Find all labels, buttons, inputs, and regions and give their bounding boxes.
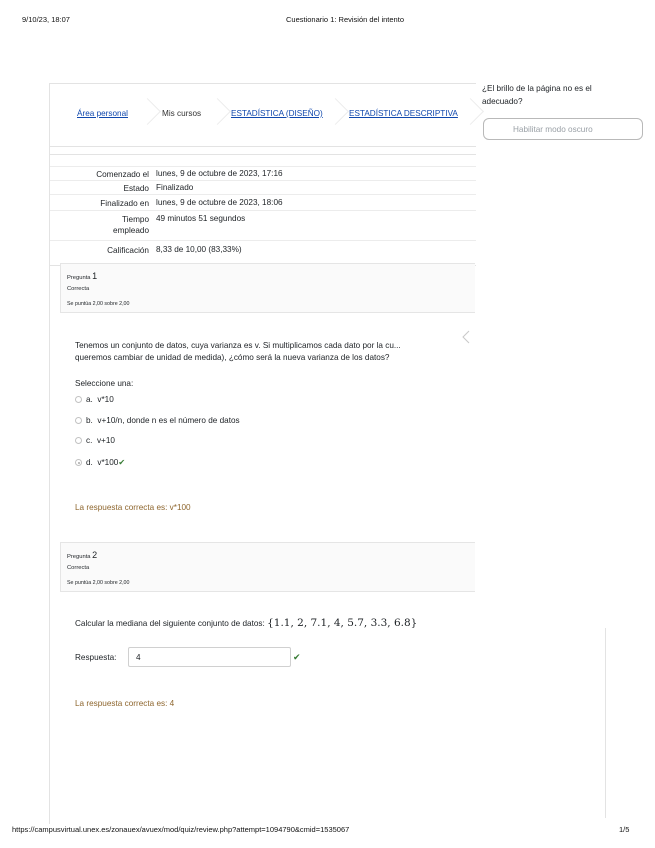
frame-divider	[605, 628, 606, 818]
print-footer-url: https://campusvirtual.unex.es/zonauex/avuex/mod/quiz/review.php?attempt=1094790&cmid=1535067	[12, 825, 350, 834]
breadcrumb-separator	[208, 96, 222, 134]
answer-option-b[interactable]: b. v+10/n, donde n es el número de datos	[75, 416, 240, 425]
summary-value: 49 minutos 51 segundos	[156, 214, 246, 223]
summary-row	[50, 240, 476, 259]
summary-label: Estado	[123, 184, 149, 193]
print-title: Cuestionario 1: Revisión del intento	[286, 15, 404, 24]
print-page-number: 1/5	[619, 825, 630, 834]
summary-row	[50, 180, 476, 195]
question-number: Pregunta 1	[67, 271, 98, 281]
question-info-2	[60, 542, 475, 592]
summary-label: Tiempo empleado	[113, 215, 149, 235]
enable-dark-mode-button[interactable]: Habilitar modo oscuro	[483, 118, 643, 140]
question-text-line: Tenemos un conjunto de datos, cuya varianza es v. Si multiplicamos cada dato por la cu...	[75, 341, 401, 350]
radio-button[interactable]	[75, 396, 82, 403]
correct-answer-feedback: La respuesta correcta es: v*100	[75, 503, 191, 512]
summary-value: Finalizado	[156, 183, 194, 192]
breadcrumb-item-estadistica-descriptiva[interactable]: ESTADÍSTICA DESCRIPTIVA	[349, 109, 458, 118]
summary-row	[50, 210, 476, 241]
answer-prompt: Seleccione una:	[75, 379, 134, 388]
breadcrumb-item-estadistica-diseno[interactable]: ESTADÍSTICA (DISEÑO)	[231, 109, 323, 118]
print-datetime: 9/10/23, 18:07	[22, 15, 70, 24]
question-grade: Se puntúa 2,00 sobre 2,00	[67, 301, 130, 307]
summary-row	[50, 194, 476, 211]
breadcrumb-item-area-personal[interactable]: Área personal	[77, 109, 128, 118]
question-state: Correcta	[67, 565, 90, 571]
attempt-summary-table	[49, 154, 476, 266]
answer-input[interactable]: 4	[128, 647, 291, 667]
dark-mode-question: ¿El brillo de la página no es el adecuado?	[482, 84, 592, 106]
breadcrumb	[49, 83, 476, 147]
radio-button[interactable]	[75, 417, 82, 424]
answer-option-c[interactable]: c. v+10	[75, 436, 115, 445]
frame-divider	[49, 145, 50, 155]
frame-divider	[49, 264, 50, 824]
question-info-1	[60, 263, 475, 313]
answer-option-d[interactable]: d. v*100✔	[75, 457, 125, 467]
question-number: Pregunta 2	[67, 550, 98, 560]
breadcrumb-separator	[326, 96, 340, 134]
question-state: Correcta	[67, 286, 90, 292]
check-icon: ✔	[293, 652, 301, 662]
chevron-left-icon	[460, 330, 472, 344]
summary-value: lunes, 9 de octubre de 2023, 17:16	[156, 169, 283, 178]
breadcrumb-item-mis-cursos[interactable]: Mis cursos	[162, 109, 202, 118]
correct-answer-feedback: La respuesta correcta es: 4	[75, 699, 175, 708]
summary-label: Finalizado en	[100, 199, 149, 208]
question-grade: Se puntúa 2,00 sobre 2,00	[67, 580, 130, 586]
breadcrumb-separator	[461, 96, 475, 134]
summary-label: Comenzado el	[96, 170, 149, 179]
radio-button[interactable]	[75, 437, 82, 444]
summary-value: lunes, 9 de octubre de 2023, 18:06	[156, 198, 283, 207]
answer-label: Respuesta:	[75, 653, 117, 662]
radio-button-selected[interactable]	[75, 459, 82, 466]
summary-value: 8,33 de 10,00 (83,33%)	[156, 245, 242, 254]
breadcrumb-separator	[138, 96, 152, 134]
summary-row	[50, 166, 476, 181]
answer-option-a[interactable]: a. v*10	[75, 395, 114, 404]
math-expression: {1.1, 2, 7.1, 4, 5.7, 3.3, 6.8}	[267, 617, 418, 629]
question-text-line: queremos cambiar de unidad de medida), ¿cómo será la nueva varianza de los datos?	[75, 353, 390, 362]
question-text: Calcular la mediana del siguiente conjunto de datos: {1.1, 2, 7.1, 4, 5.7, 3.3, 6.8}	[75, 617, 418, 629]
check-icon: ✔	[118, 458, 126, 467]
summary-label: Calificación	[107, 246, 149, 255]
